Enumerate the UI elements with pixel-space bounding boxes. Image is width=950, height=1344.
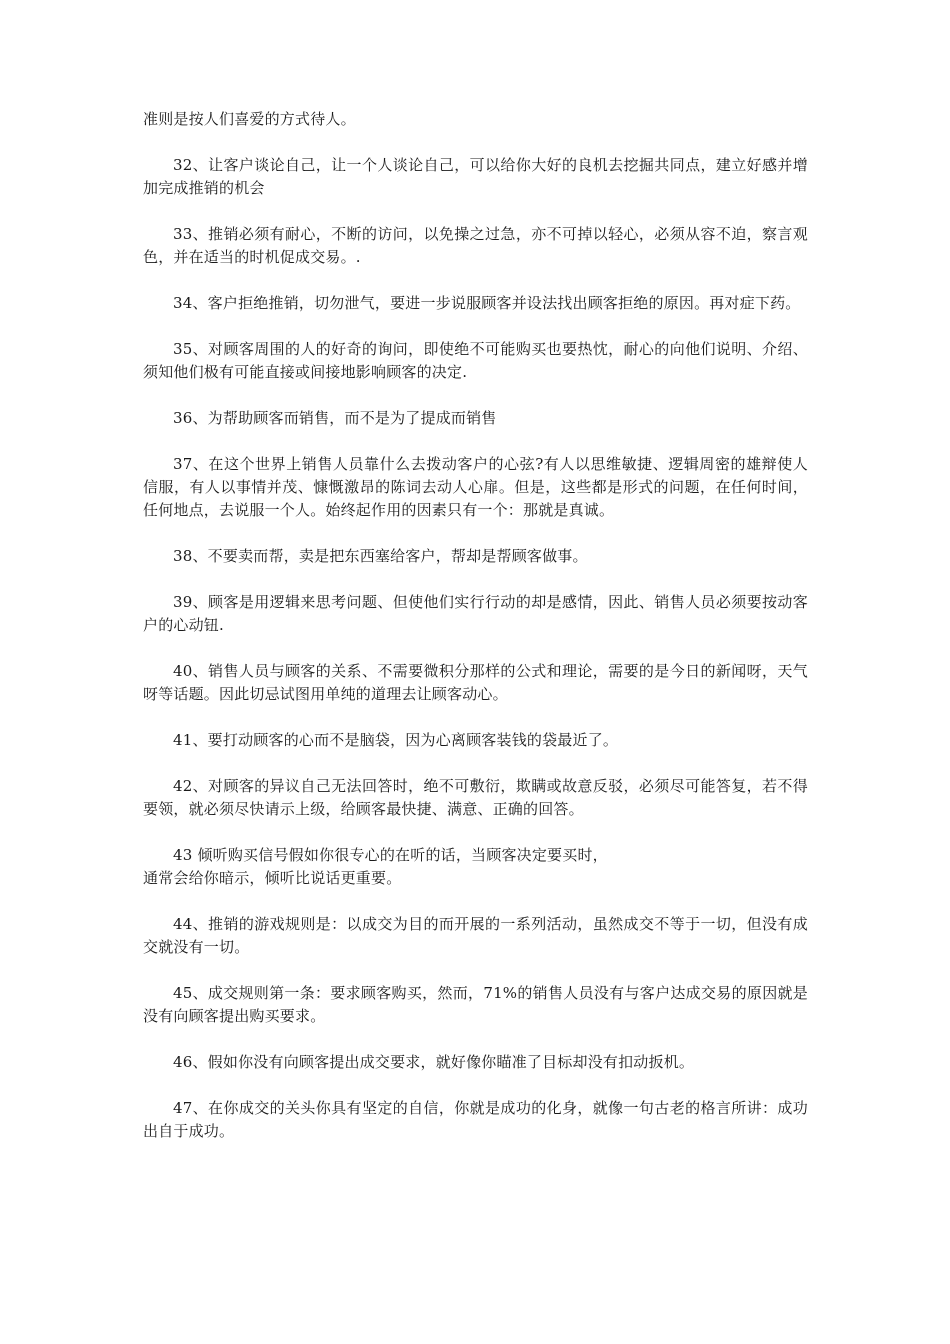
paragraph-34: 34、客户拒绝推销，切勿泄气，要进一步说服顾客并设法找出顾客拒绝的原因。再对症下药。 — [173, 294, 801, 312]
document-page — [143, 108, 808, 1166]
paragraph-31-end: 准则是按人们喜爱的方式待人。 — [143, 110, 356, 128]
paragraph-40: 40、销售人员与顾客的关系、不需要微积分那样的公式和理论，需要的是今日的新闻呀，天气呀等话题。因此切忌试图用单纯的道理去让顾客动心。 — [143, 662, 808, 703]
paragraph-46: 46、假如你没有向顾客提出成交要求，就好像你瞄准了目标却没有扣动扳机。 — [173, 1053, 695, 1071]
paragraph-32: 32、让客户谈论自己，让一个人谈论自己，可以给你大好的良机去挖掘共同点，建立好感并增加完成推销的机会 — [143, 156, 808, 197]
paragraph-35: 35、对顾客周围的人的好奇的询问，即使绝不可能购买也要热忱，耐心的向他们说明、介绍、须知他们极有可能直接或间接地影响顾客的决定. — [143, 340, 808, 381]
paragraph-43-line-1: 43 倾听购买信号假如你很专心的在听的话，当顾客决定要买时， — [173, 846, 608, 864]
paragraph-43-line-2: 通常会给你暗示，倾听比说话更重要。 — [143, 869, 402, 887]
paragraph-47: 47、在你成交的关头你具有坚定的自信，你就是成功的化身，就像一句古老的格言所讲：成功出自于成功。 — [143, 1099, 808, 1140]
paragraph-41: 41、要打动顾客的心而不是脑袋，因为心离顾客装钱的袋最近了。 — [173, 731, 619, 749]
paragraph-36: 36、为帮助顾客而销售，而不是为了提成而销售 — [173, 409, 497, 427]
paragraph-43 — [143, 844, 808, 890]
paragraph-33: 33、推销必须有耐心，不断的访问，以免操之过急，亦不可掉以轻心，必须从容不迫，察言观色，并在适当的时机促成交易。. — [143, 225, 808, 266]
paragraph-39: 39、顾客是用逻辑来思考问题、但使他们实行行动的却是感情，因此、销售人员必须要按动客户的心动钮. — [143, 593, 808, 634]
paragraph-38: 38、不要卖而帮，卖是把东西塞给客户，帮却是帮顾客做事。 — [173, 547, 588, 565]
paragraph-42: 42、对顾客的异议自己无法回答时，绝不可敷衍，欺瞒或故意反驳，必须尽可能答复，若不得要领，就必须尽快请示上级，给顾客最快捷、满意、正确的回答。 — [143, 777, 808, 818]
paragraph-44: 44、推销的游戏规则是：以成交为目的而开展的一系列活动，虽然成交不等于一切，但没有成交就没有一切。 — [143, 915, 808, 956]
paragraph-37: 37、在这个世界上销售人员靠什么去拨动客户的心弦?有人以思维敏捷、逻辑周密的雄辩使人信服，有人以事情并茂、慷慨激昂的陈词去动人心扉。但是，这些都是形式的问题，在任何时间，任何地点，去说服一个人。始终起作用的因素只有一个：那就是真诚。 — [143, 455, 808, 519]
paragraph-45: 45、成交规则第一条：要求顾客购买，然而，71%的销售人员没有与客户达成交易的原因就是没有向顾客提出购买要求。 — [143, 984, 808, 1025]
